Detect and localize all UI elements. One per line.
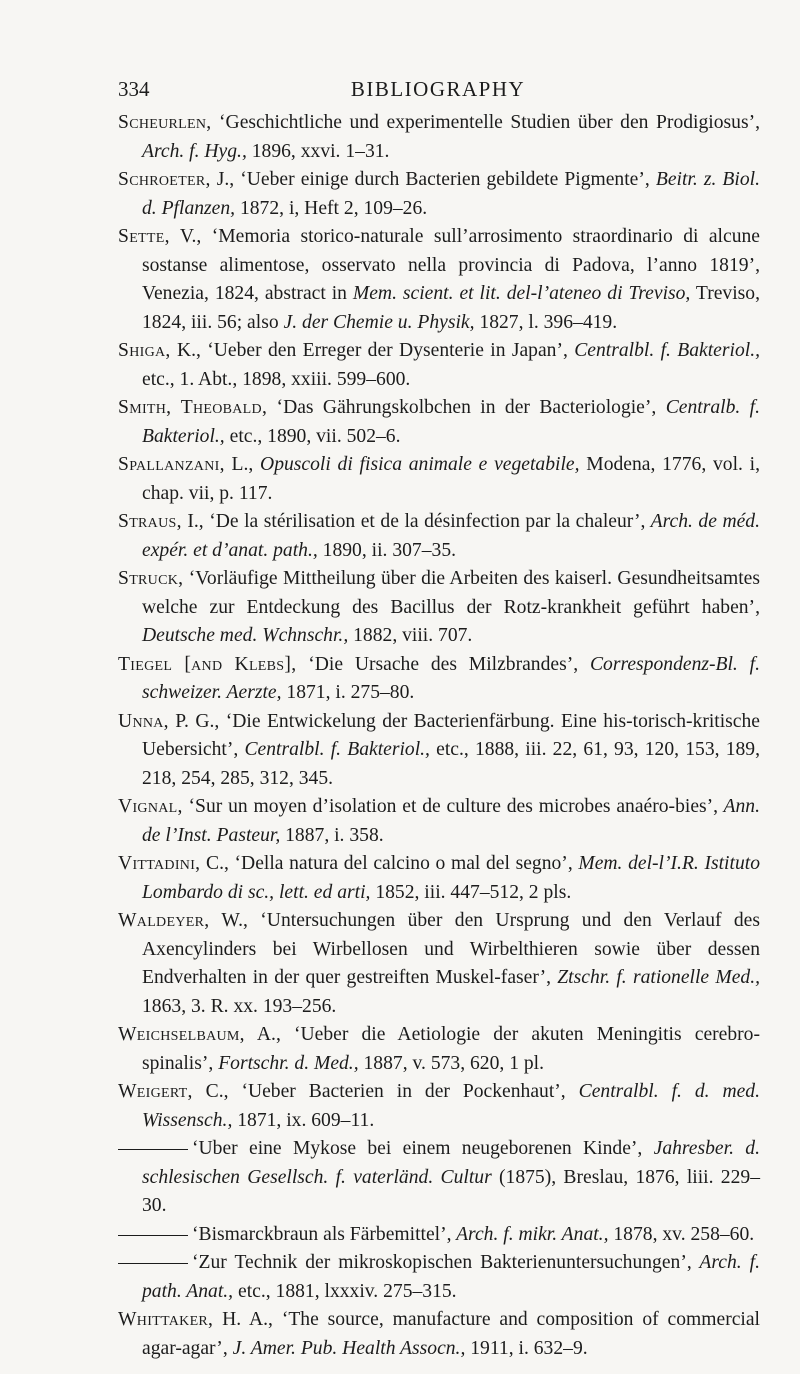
entry-details: 1887, v. 573, 620, 1 pl. [358, 1052, 545, 1074]
entry-journal: Jahresber. d. schlesischen Gesellsch. f. vaterländ. Cultur [142, 1138, 760, 1188]
entry-details: 1878, xv. 258–60. [608, 1223, 755, 1245]
entry-details: etc., 1890, vii. 502–6. [224, 425, 401, 447]
entry-author: Weigert, [118, 1081, 193, 1102]
bibliography-entry [118, 166, 760, 223]
entry-journal: Arch. f. mikr. Anat., [451, 1223, 609, 1245]
bibliography-list [118, 109, 760, 1363]
entry-title: ‘Vorläufige Mittheilung über die Arbeiten des kaiserl. Gesundheitsamtes welche zur Entdeckung des Bacillus der Rotz-krankheit geführt haben’, [142, 568, 760, 618]
entry-journal: Beitr. z. Biol. d. Pflanzen, [142, 169, 760, 219]
entry-author: Whittaker, [118, 1309, 214, 1330]
entry-title: L., [224, 454, 254, 475]
entry-journal-secondary: J. der Chemie u. Physik, [278, 311, 475, 333]
entry-details: etc., 1888, iii. 22, 61, 93, 120, 153, 189, 218, 254, 285, 312, 345. [142, 739, 760, 789]
running-title: BIBLIOGRAPHY [350, 77, 526, 101]
entry-title: A., ‘Ueber die Aetiologie der akuten Meningitis cerebro-spinalis’, [142, 1024, 760, 1074]
bibliography-entry [118, 1249, 760, 1306]
entry-journal: Mem. del-l’I.R. Istituto Lombardo di sc., lett. ed arti, [142, 853, 760, 903]
entry-author: Tiegel [and Klebs], [118, 653, 297, 675]
entry-title: H. A., ‘The source, manufacture and composition of commercial agar-agar’, [142, 1309, 760, 1359]
entry-details: Treviso, 1824, iii. 56; also [142, 283, 760, 333]
entry-author: Waldeyer, [118, 910, 210, 931]
entry-title: ‘Bismarckbraun als Färbemittel’, [192, 1223, 452, 1245]
entry-author: Schroeter, [118, 169, 211, 190]
entry-journal: Centralbl. f. Bakteriol., [238, 739, 430, 760]
ditto-dash [118, 1263, 188, 1264]
entry-journal: Arch. f. path. Anat., [142, 1252, 760, 1302]
entry-title: ‘Zur Technik der mikroskopischen Bakterienuntersuchungen’, [192, 1252, 692, 1273]
entry-journal: J. Amer. Pub. Health Assocn., [227, 1337, 466, 1359]
entry-title: W., ‘Untersuchungen über den Ursprung und den Verlauf des Axencylinders bei Wirbellosen und Wirbelthieren sowie über dessen Endverhalten in der quer gestreiften Muskel-faser’, [142, 910, 760, 988]
bibliography-entry [118, 907, 760, 1021]
bibliography-entry [118, 1078, 760, 1135]
entry-details: 1911, i. 632–9. [465, 1337, 588, 1359]
entry-details: etc., 1881, lxxxiv. 275–315. [233, 1280, 457, 1302]
entry-journal: Opuscoli di fisica animale e vegetabile, [253, 454, 580, 475]
entry-journal: Mem. scient. et lit. del-l’ateneo di Treviso, [346, 283, 691, 304]
entry-details: 1890, ii. 307–35. [317, 539, 457, 561]
bibliography-entry [118, 1021, 760, 1078]
entry-journal: Centralbl. f. d. med. Wissensch., [142, 1081, 760, 1131]
entry-title: I., ‘De la stérilisation et de la désinfection par la chaleur’, [181, 511, 646, 532]
entry-author: Unna, [118, 710, 169, 732]
entry-title: ‘Sur un moyen d’isolation et de culture des microbes anaéro-bies’, [182, 796, 719, 817]
entry-author: Spallanzani, [118, 454, 225, 475]
ditto-dash [118, 1235, 188, 1236]
entry-title: J., ‘Ueber einige durch Bacterien gebildete Pigmente’, [210, 169, 650, 190]
entry-title: ‘Geschichtliche und experimentelle Studien über den Prodigiosus’, [211, 112, 760, 133]
entry-details: 1852, iii. 447–512, 2 pls. [370, 881, 572, 903]
entry-journal: Centralb. f. Bakteriol., [142, 397, 760, 447]
entry-title: ‘Uber eine Mykose bei einem neugeborenen Kinde’, [192, 1138, 643, 1159]
bibliography-entry [118, 651, 760, 708]
entry-details: 1871, ix. 609–11. [232, 1109, 375, 1131]
page-number: 334 [118, 77, 150, 101]
running-head [118, 74, 758, 104]
bibliography-entry [118, 451, 760, 508]
entry-journal: Fortschr. d. Med., [213, 1052, 359, 1074]
entry-journal: Centralbl. f. Bakteriol., [567, 340, 760, 361]
bibliography-entry [118, 223, 760, 337]
entry-journal: Correspondenz-Bl. f. schweizer. Aerzte, [142, 653, 760, 703]
bibliography-entry [118, 337, 760, 394]
bibliography-entry [118, 394, 760, 451]
entry-details: 1887, i. 358. [280, 824, 384, 846]
entry-title: C., ‘Ueber Bacterien in der Pockenhaut’, [192, 1081, 566, 1102]
entry-title: V., ‘Memoria storico-naturale sull’arrosimento straordinario di alcune sostanse alimentose, osservato nella provincia di Padova, l’anno 1819’, Venezia, 1824, abstract in [142, 226, 760, 304]
entry-author: Straus, [118, 511, 182, 532]
entry-title: C., ‘Della natura del calcino o mal del segno’, [200, 853, 573, 874]
entry-author: Smith, Theobald, [118, 397, 268, 418]
entry-title: ‘Das Gährungskolbchen in der Bacteriologie’, [267, 397, 657, 418]
entry-title: K., ‘Ueber den Erreger der Dysenterie in Japan’, [170, 340, 568, 361]
bibliography-entry [118, 708, 760, 794]
entry-author: Sette, [118, 226, 170, 247]
bibliography-entry [118, 1221, 760, 1250]
entry-details: 1871, i. 275–80. [281, 682, 415, 703]
bibliography-entry [118, 850, 760, 907]
entry-author: Weichselbaum, [118, 1024, 245, 1045]
entry-journal: Deutsche med. Wchnschr., [142, 625, 349, 646]
entry-details: etc., 1. Abt., 1898, xxiii. 599–600. [142, 368, 411, 390]
bibliography-entry [118, 793, 760, 850]
ditto-dash [118, 1149, 188, 1150]
entry-journal: Arch. f. Hyg., [142, 140, 247, 162]
entry-author: Scheurlen, [118, 112, 212, 133]
entry-author: Struck, [118, 568, 184, 589]
bibliography-entry [118, 1135, 760, 1221]
entry-author: Vignal, [118, 796, 183, 817]
entry-details: (1875), Breslau, 1876, liii. 229–30. [142, 1166, 760, 1216]
entry-journal: Ztschr. f. rationelle Med., [551, 967, 760, 988]
entry-details: Modena, 1776, vol. i, chap. vii, p. 117. [142, 454, 761, 504]
entry-title: P. G., ‘Die Entwickelung der Bacterienfärbung. Eine his-torisch-kritische Uebersicht’, [142, 710, 760, 760]
entry-details-secondary: 1827, l. 396–419. [474, 311, 618, 333]
entry-details: 1863, 3. R. xx. 193–256. [142, 995, 337, 1017]
entry-author: Shiga, [118, 340, 171, 361]
entry-details: 1872, i, Heft 2, 109–26. [235, 197, 428, 219]
entry-author: Vittadini, [118, 853, 201, 874]
bibliography-entry [118, 109, 760, 166]
entry-title: ‘Die Ursache des Milzbrandes’, [296, 653, 579, 675]
bibliography-entry [118, 565, 760, 651]
entry-journal: Arch. de méd. expér. et d’anat. path., [142, 511, 761, 561]
entry-journal: Ann. de l’Inst. Pasteur, [142, 796, 760, 846]
entry-details: 1882, viii. 707. [348, 625, 473, 646]
bibliography-entry [118, 1306, 760, 1363]
entry-details: 1896, xxvi. 1–31. [246, 140, 390, 162]
bibliography-entry [118, 508, 760, 565]
